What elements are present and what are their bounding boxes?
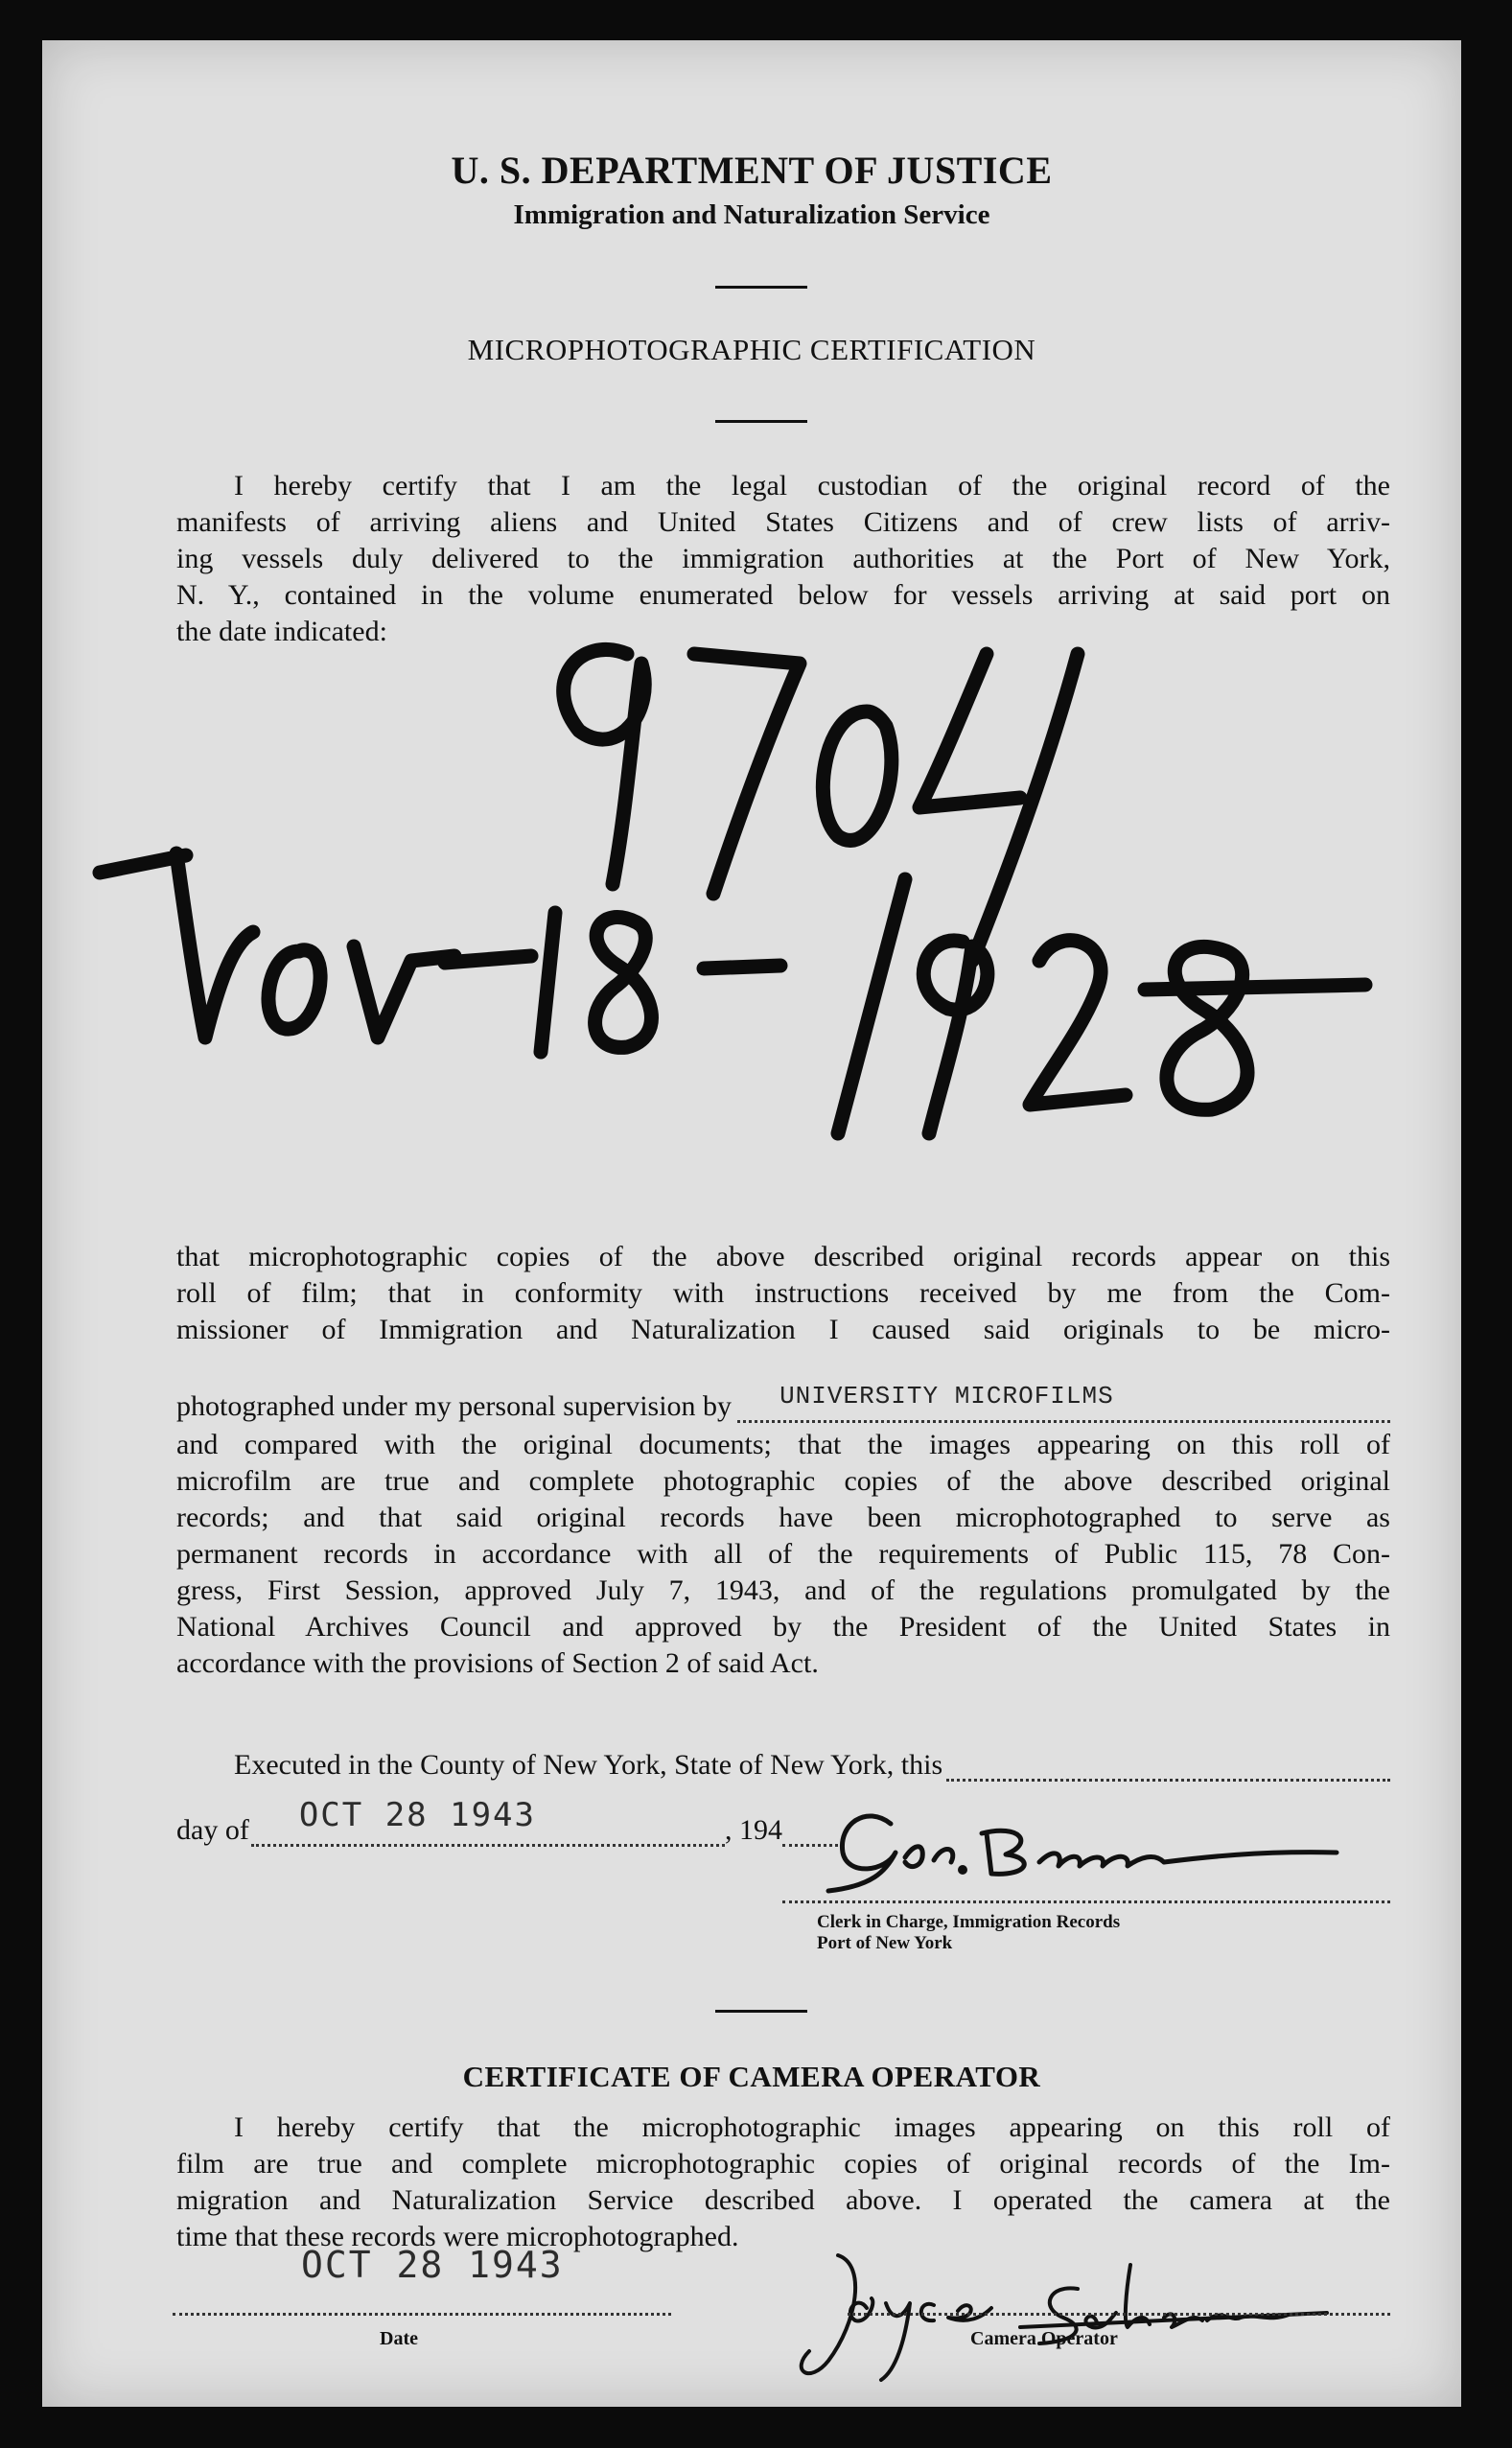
paragraph-line: I hereby certify that the microphotographic images appearing on this roll of	[234, 2111, 1390, 2143]
photographed-by-field	[737, 1382, 1390, 1423]
executed-text: Executed in the County of New York, State of New York, this	[234, 1749, 943, 1781]
certificate-page	[42, 40, 1461, 2407]
paragraph-line: microfilm are true and complete photographic copies of the above described original	[176, 1465, 1390, 1497]
certification-title: MICROPHOTOGRAPHIC CERTIFICATION	[467, 333, 1036, 366]
paragraph-line: migration and Naturalization Service described above. I operated the camera at the	[176, 2184, 1390, 2216]
day-of-stamp: OCT 28 1943	[298, 1796, 536, 1834]
camera-operator-label: Camera Operator	[970, 2328, 1118, 2349]
clerk-title-line-1: Clerk in Charge, Immigration Records	[817, 1912, 1121, 1932]
department-heading: U. S. DEPARTMENT OF JUSTICE	[451, 149, 1053, 192]
date-label: Date	[380, 2328, 418, 2349]
paragraph-line: roll of film; that in conformity with instructions received by me from the Com-	[176, 1277, 1390, 1309]
photographed-by-label: photographed under my personal supervision by	[176, 1390, 733, 1422]
clerk-title-line-2: Port of New York	[817, 1933, 953, 1953]
paragraph-line: records; and that said original records have been microphotographed to serve as	[176, 1502, 1390, 1533]
operator-signature-line	[848, 2313, 1390, 2316]
service-subheading: Immigration and Naturalization Service	[513, 199, 990, 230]
paragraph-line: N. Y., contained in the volume enumerated below for vessels arriving at said port on	[176, 579, 1390, 611]
paragraph-line: manifests of arriving aliens and United States Citizens and of crew lists of arriv-	[176, 506, 1390, 538]
paragraph-line: National Archives Council and approved by the President of the United States in	[176, 1611, 1390, 1643]
day-of-field	[251, 1796, 725, 1847]
paragraph-line: the date indicated:	[176, 616, 387, 647]
handwritten-volume-and-date	[42, 40, 1461, 1239]
paragraph-line: ing vessels duly delivered to the immigration authorities at the Port of New York,	[176, 543, 1390, 574]
certification-paragraph-2	[176, 1239, 1390, 1348]
clerk-signature-line	[782, 1900, 1390, 1903]
photographed-by-line	[176, 1383, 1390, 1423]
paragraph-line: missioner of Immigration and Naturalization I caused said originals to be micro-	[176, 1314, 1390, 1345]
photographed-by-value: UNIVERSITY MICROFILMS	[779, 1382, 1114, 1411]
operator-date-stamp: OCT 28 1943	[301, 2244, 564, 2286]
camera-operator-title: CERTIFICATE OF CAMERA OPERATOR	[462, 2060, 1041, 2093]
camera-operator-paragraph	[176, 2110, 1390, 2255]
year-prefix: , 194	[725, 1814, 782, 1846]
clerk-signature	[800, 1766, 1375, 1910]
paragraph-line: I hereby certify that I am the legal custodian of the original record of the	[234, 470, 1390, 501]
date-line	[173, 2313, 671, 2316]
paragraph-line: that microphotographic copies of the above described original records appear on this	[176, 1241, 1390, 1272]
paragraph-line: time that these records were microphotographed.	[176, 2221, 739, 2252]
divider	[715, 2010, 807, 2013]
certification-paragraph-3	[176, 1427, 1390, 1682]
paragraph-line: gress, First Session, approved July 7, 1943, and of the regulations promulgated by the	[176, 1574, 1390, 1606]
day-of-label: day of	[176, 1814, 249, 1846]
paragraph-line: permanent records in accordance with all of the requirements of Public 115, 78 Con-	[176, 1538, 1390, 1570]
paragraph-line: and compared with the original documents; that the images appearing on this roll of	[176, 1429, 1390, 1460]
day-of-line	[176, 1796, 838, 1847]
paragraph-line: accordance with the provisions of Section 2 of said Act.	[176, 1647, 819, 1679]
paragraph-line: film are true and complete microphotographic copies of original records of the Im-	[176, 2148, 1390, 2180]
